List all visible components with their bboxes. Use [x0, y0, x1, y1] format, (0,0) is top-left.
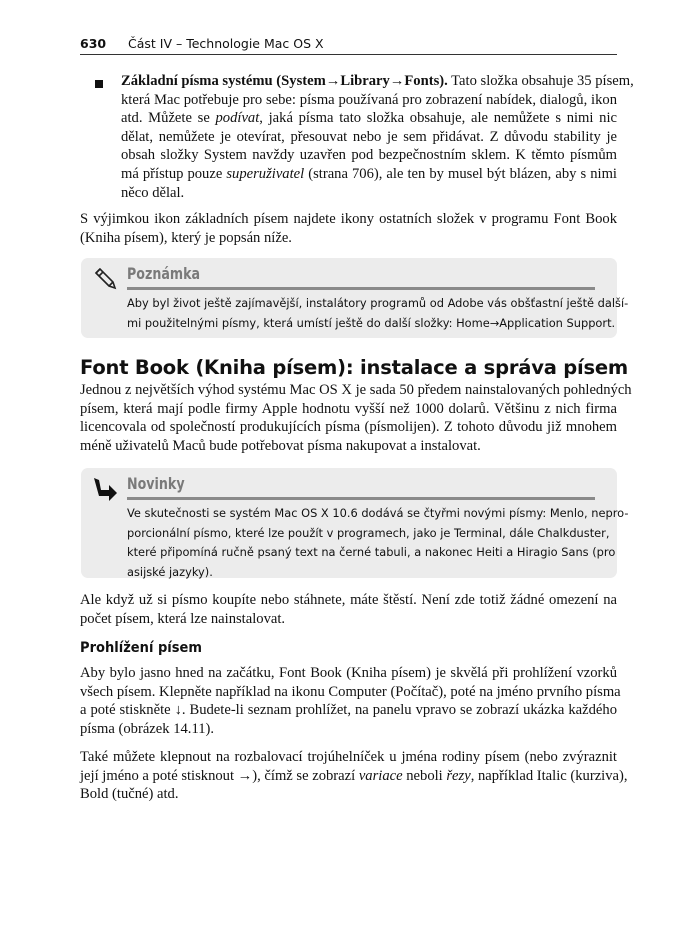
bullet-marker — [95, 80, 103, 88]
text-run: která Mac potřebuje pro sebe: písma používaná pro zobrazení nabídek, dialogů, ikon — [121, 91, 617, 108]
text-line — [121, 165, 617, 184]
paragraph — [80, 591, 617, 628]
paragraph — [80, 664, 621, 738]
running-header — [80, 36, 617, 55]
text-line — [80, 418, 617, 437]
italic-text: podívat — [215, 110, 260, 127]
text-run: všech písem. Klepněte například na ikonu Computer (Počítač), poté na jméno prvního písma — [80, 683, 621, 700]
text-run: mi použitelnými písmy, která umístí ještě do další složky: Home→Application Support. — [127, 315, 616, 330]
text-line — [80, 591, 617, 610]
page-number: 630 — [80, 36, 107, 51]
text-run: a poté stiskněte ↓. Budete-li seznam prohlížet, na panelu vpravo se zobrazí ukázka každého — [80, 702, 617, 719]
news-body — [127, 504, 629, 582]
pencil-icon — [91, 264, 119, 292]
bullet-paragraph — [121, 72, 634, 202]
section-heading: Font Book (Kniha písem): instalace a správa písem — [80, 356, 629, 379]
text-line — [121, 146, 617, 165]
text-run: obsah složky System navždy uzavřen pod bezpečnostním sklem. K těmto písmům — [121, 147, 617, 164]
note-rule — [127, 287, 595, 290]
text-run: Tato složka obsahuje 35 písem, — [447, 73, 634, 89]
arrow-turn-icon — [91, 474, 119, 502]
note-title: Poznámka — [127, 264, 201, 283]
bold-text: Základní písma systému (System→Library→Fonts). — [121, 73, 448, 89]
text-line — [80, 381, 632, 400]
text-line — [127, 504, 629, 524]
text-line — [80, 210, 617, 229]
text-line — [127, 314, 616, 334]
text-line — [80, 229, 617, 248]
text-run: její jméno a poté stisknout →), čímž se zobrazí — [80, 767, 359, 784]
text-run: licencovala od společností produkujících písma (písmolijen). Z tohoto důvodu již mnohem — [80, 419, 617, 436]
text-run: , jaká písma tato složka obsahuje, ale nemůžete s nimi nic — [259, 110, 617, 127]
text-run: písma (obrázek 14.11). — [80, 720, 215, 737]
paragraph — [80, 210, 617, 247]
text-run: Ve skutečnosti se systém Mac OS X 10.6 dodává se čtyřmi novými písmy: Menlo, nepro- — [127, 506, 629, 520]
text-run: Také můžete klepnout na rozbalovací trojúhelníček u jména rodiny písem (nebo zvýraznit — [80, 749, 617, 765]
text-run: Aby bylo jasno hned na začátku, Font Book (Kniha písem) je skvělá při prohlížení vzorků — [80, 665, 617, 681]
text-line — [80, 701, 617, 720]
text-line — [80, 748, 617, 767]
text-line — [121, 91, 617, 110]
text-run: Aby byl život ještě zajímavější, instalátory programů od Adobe vás obšťastní ještě další- — [127, 296, 629, 310]
text-line — [80, 610, 617, 629]
note-body — [127, 294, 629, 333]
text-line — [121, 72, 634, 91]
text-line — [80, 664, 617, 683]
text-line — [121, 128, 617, 147]
paragraph — [80, 381, 632, 455]
running-title: Část IV – Technologie Mac OS X — [128, 36, 324, 51]
text-run: asijské jazyky). — [127, 564, 213, 579]
text-run: má přístup pouze — [121, 165, 227, 182]
text-line — [80, 400, 617, 419]
text-line — [80, 785, 617, 804]
text-run: dělat, nemůžete je otevírat, přesouvat nebo je sem přidávat. Z důvodu stability je — [121, 128, 617, 145]
text-run: Bold (tučné) atd. — [80, 786, 179, 803]
news-box — [81, 468, 629, 579]
text-line — [80, 720, 617, 739]
text-run: S výjimkou ikon základních písem najdete ikony ostatních složek v programu Font Book — [80, 211, 617, 227]
text-run: Jednou z největších výhod systému Mac OS X je sada 50 předem nainstalovaných pohledných — [80, 382, 632, 398]
text-run: atd. Můžete se — [121, 110, 216, 127]
text-run: (strana 706), ale ten by musel být blázen, aby s nimi — [304, 165, 617, 182]
text-line — [127, 563, 595, 583]
text-line — [80, 683, 621, 702]
text-run: neboli — [402, 767, 447, 784]
note-box — [81, 258, 629, 338]
text-run: porcionální písmo, které lze použít v programech, jako je Terminal, dále Chalkduster, — [127, 525, 610, 540]
news-title: Novinky — [127, 474, 185, 493]
text-line — [121, 109, 617, 128]
text-line — [80, 767, 628, 786]
subheading: Prohlížení písem — [80, 640, 202, 656]
news-rule — [127, 497, 595, 500]
text-run: které připomíná ručně psaný text na černé tabuli, a nakonec Heiti a Hiragio Sans (pro — [127, 545, 616, 559]
text-run: něco dělal. — [121, 184, 185, 201]
italic-text: variace — [358, 767, 403, 784]
text-run: (Kniha písem), který je popsán níže. — [80, 229, 292, 246]
italic-text: řezy — [446, 767, 471, 784]
text-line — [80, 437, 617, 456]
text-run: počet písem, která lze nainstalovat. — [80, 610, 286, 627]
text-line — [127, 543, 616, 563]
text-run: méně uživatelů Maců bude potřebovat písma nakupovat a instalovat. — [80, 437, 481, 454]
text-line — [127, 294, 629, 314]
text-run: Ale když už si písmo koupíte nebo stáhnete, máte štěstí. Není zde totiž žádné omezení na — [80, 592, 617, 608]
text-run: písem, která mají podle firmy Apple hodnotu vyšší než 1000 dolarů. Většinu z nich firma — [80, 400, 617, 417]
text-line — [121, 184, 617, 203]
text-run: , například Italic (kurziva), — [470, 767, 628, 784]
italic-text: superuživatel — [226, 165, 305, 182]
text-line — [127, 524, 610, 544]
paragraph — [80, 748, 628, 804]
